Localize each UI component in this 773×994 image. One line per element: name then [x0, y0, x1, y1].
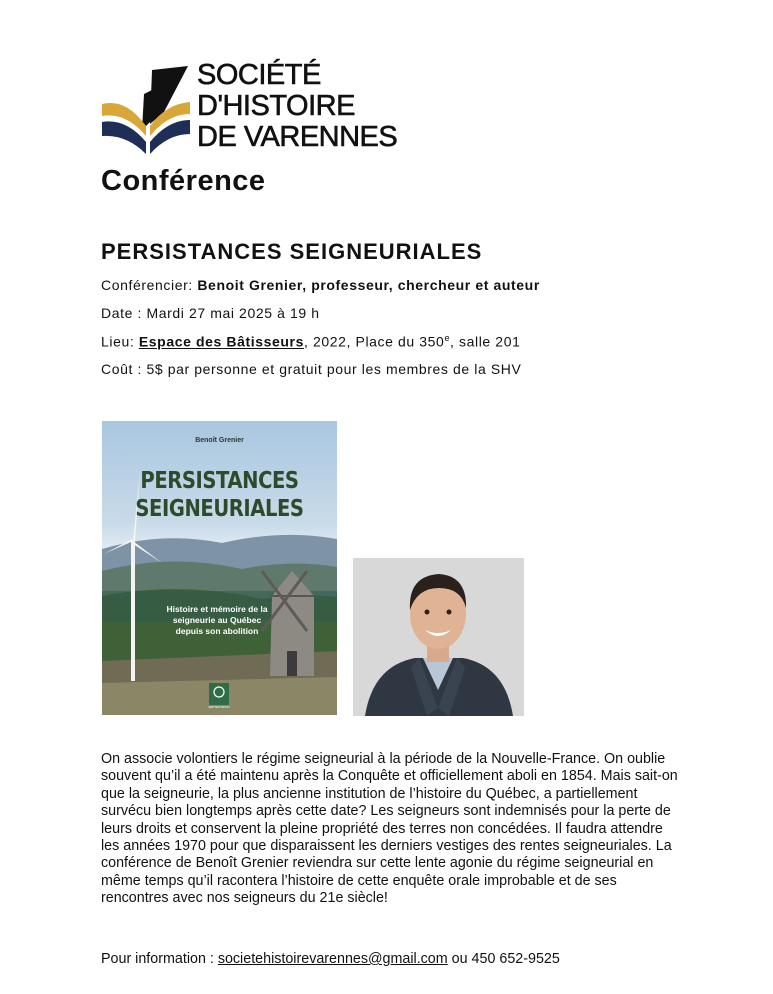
conference-description: On associe volontiers le régime seigneurial à la période de la Nouvelle-France. On oublie souvent qu’il a été maintenu après la Conquête et officiellement aboli en 1854. Mais sait-on que la seigneurie, la plus ancienne institution de l’histoire du Québec, a partiellement survécu bien longtemps après cette date? Les seigneurs sont indemnisés pour la perte de leurs droits et conservent la pleine propriété des terres non concédées. Il faudra attendre les années 1970 pour que disparaissent les derniers vestiges des rentes seigneuriales. La conférence de Benoît Grenier reviendra sur cette lente agonie du régime seigneurial en même temps qu’il racontera l’histoire de cette enquête orale improbable et de ses rencontres avec nos seigneurs du 21e siècle!	[101, 751, 678, 907]
logo-line-3: DE VARENNES	[197, 121, 398, 153]
book-subtitle-line-3: depuis son abolition	[175, 626, 259, 636]
conference-title: PERSISTANCES SEIGNEURIALES	[101, 239, 483, 264]
book-subtitle-line-1: Histoire et mémoire de la	[166, 604, 268, 614]
speaker-label: Conférencier:	[101, 277, 198, 293]
logo-line-2: D'HISTOIRE	[197, 90, 355, 122]
contact-email-link[interactable]: societehistoirevarennes@gmail.com	[217, 951, 448, 967]
logo-line-1: SOCIÉTÉ	[197, 59, 321, 91]
book-subtitle-line-2: seigneurie au Québec	[172, 615, 262, 625]
contact-separator: ou	[447, 951, 472, 967]
date-value: Mardi 27 mai 2025 à 19 h	[146, 305, 320, 321]
place-address: , 2022, Place du 350	[304, 333, 445, 350]
place-label: Lieu:	[101, 333, 139, 350]
contact-line	[101, 951, 560, 967]
date-label: Date :	[101, 305, 147, 321]
person-portrait-illustration	[353, 558, 524, 716]
place-superscript: e	[444, 333, 451, 343]
cost-label: Coût :	[101, 361, 147, 377]
place-room: , salle 201	[450, 333, 521, 350]
speaker-line	[101, 277, 540, 293]
book-subtitle	[142, 604, 292, 637]
book-title-line-2: SEIGNEURIALES	[135, 496, 304, 522]
open-book-quill-icon	[100, 64, 195, 156]
cost-line	[101, 361, 521, 377]
contact-label: Pour information :	[101, 951, 218, 967]
book-cover-image	[102, 421, 337, 715]
place-line	[101, 333, 520, 350]
contact-phone: 450 652-9525	[471, 951, 560, 967]
book-title-line-1: PERSISTANCES	[140, 468, 299, 494]
logo-wordmark	[197, 60, 397, 153]
book-publisher: SEPTENTRION	[208, 705, 230, 709]
place-link[interactable]: Espace des Bâtisseurs	[138, 333, 304, 350]
society-logo	[100, 60, 420, 160]
date-line	[101, 305, 320, 321]
page-heading: Conférence	[101, 165, 266, 197]
cost-value: 5$ par personne et gratuit pour les membres de la SHV	[146, 361, 522, 377]
book-author: Benoît Grenier	[195, 437, 244, 444]
speaker-portrait-photo	[353, 558, 524, 716]
book-cover-illustration	[102, 421, 337, 715]
speaker-value: Benoit Grenier, professeur, chercheur et auteur	[197, 277, 540, 293]
